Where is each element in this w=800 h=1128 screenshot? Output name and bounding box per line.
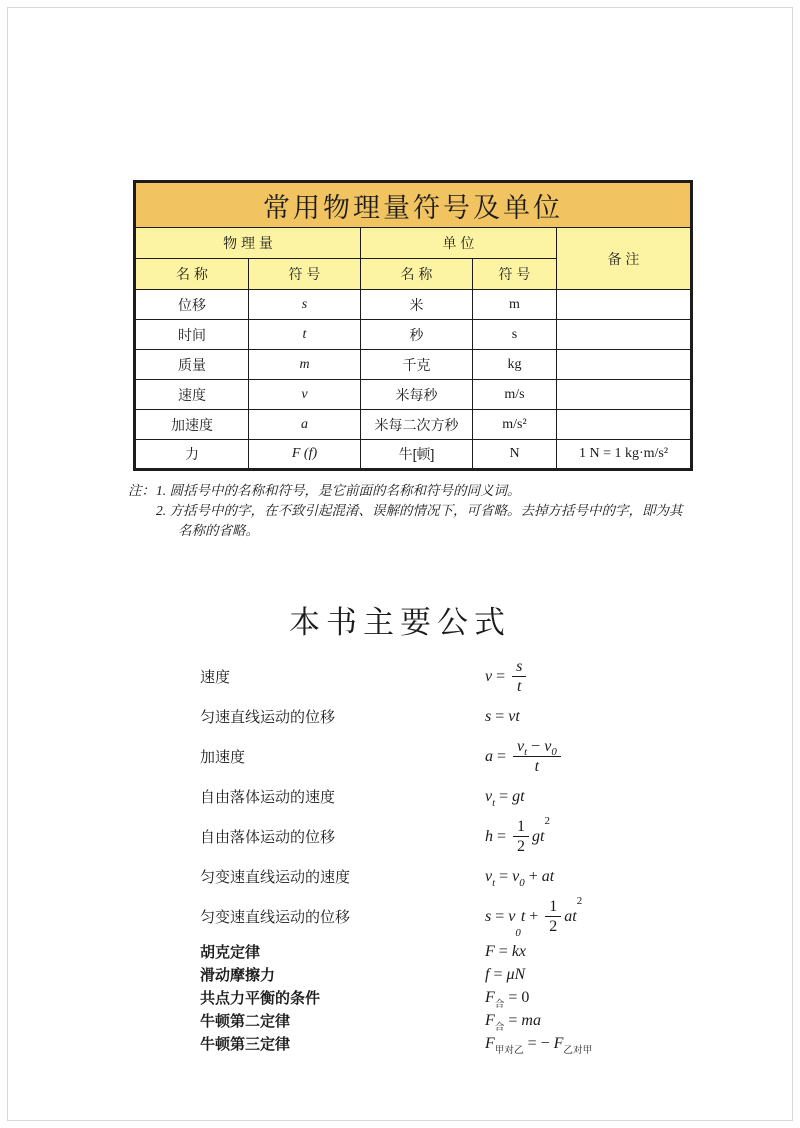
quantity-name-cell: 力 <box>135 440 249 470</box>
formula-equation: v t = v 0 + at <box>485 867 555 889</box>
unit-name-cell: 千克 <box>361 350 473 380</box>
formula-equation: F 合 = ma <box>485 1011 541 1033</box>
header-remark: 备 注 <box>557 228 692 290</box>
unit-symbol-cell: m/s <box>473 380 557 410</box>
unit-symbol-cell: N <box>473 440 557 470</box>
subheader-unit-name: 名 称 <box>361 259 473 290</box>
remark-cell <box>557 380 692 410</box>
table-row <box>135 440 692 470</box>
table-row <box>135 410 692 440</box>
quantity-symbol-cell: v <box>249 380 361 410</box>
formula-row <box>200 1009 690 1032</box>
formula-equation: f = μN <box>485 965 526 983</box>
formula-equation: h = $\frac{1}{2}$ gt 2 <box>485 814 550 855</box>
formula-label: 自由落体运动的速度 <box>200 789 336 806</box>
formula-row <box>200 813 690 860</box>
quantity-name-cell: 加速度 <box>135 410 249 440</box>
formula-label: 速度 <box>200 669 231 686</box>
remark-cell <box>557 320 692 350</box>
formula-label: 滑动摩擦力 <box>200 967 276 984</box>
formula-label: 牛顿第二定律 <box>200 1013 291 1030</box>
formula-row <box>200 963 690 986</box>
remark-cell: 1 N = 1 kg·m/s² <box>557 440 692 470</box>
unit-name-cell: 米每秒 <box>361 380 473 410</box>
subheader-quantity-name: 名 称 <box>135 259 249 290</box>
notes-prefix: 注： <box>128 483 155 498</box>
table-title: 常用物理量符号及单位 <box>135 182 692 228</box>
table-row <box>135 380 692 410</box>
formula-row <box>200 860 690 893</box>
header-unit: 单 位 <box>361 228 557 259</box>
quantity-name-cell: 速度 <box>135 380 249 410</box>
formula-equation: F 合 = 0 <box>485 988 530 1010</box>
formula-row <box>200 1032 690 1055</box>
formula-equation: s = v 0 t + $\frac{1}{2}$ at 2 <box>485 894 583 940</box>
formula-row <box>200 986 690 1009</box>
physical-quantities-table <box>133 180 693 471</box>
notes-list <box>156 481 694 541</box>
unit-name-cell: 米 <box>361 290 473 320</box>
table-row <box>135 290 692 320</box>
subheader-quantity-symbol: 符 号 <box>249 259 361 290</box>
quantity-symbol-cell: a <box>249 410 361 440</box>
formula-equation: v = $\frac{s}{t}$ <box>485 657 529 696</box>
formula-equation: v t = gt <box>485 787 525 809</box>
formula-row <box>200 893 690 940</box>
quantity-name-cell: 质量 <box>135 350 249 380</box>
formula-list <box>200 653 690 1055</box>
header-quantity: 物 理 量 <box>135 228 361 259</box>
formula-label: 自由落体运动的位移 <box>200 829 336 846</box>
formula-label: 匀变速直线运动的位移 <box>200 909 351 926</box>
formula-row <box>200 653 690 700</box>
note-item: 1. 圆括号中的名称和符号，是它前面的名称和符号的同义词。 <box>156 483 521 498</box>
unit-name-cell: 牛[顿] <box>361 440 473 470</box>
unit-symbol-cell: s <box>473 320 557 350</box>
unit-name-cell: 秒 <box>361 320 473 350</box>
formula-row <box>200 780 690 813</box>
quantity-symbol-cell: F (f) <box>249 440 361 470</box>
remark-cell <box>557 290 692 320</box>
formula-equation: a = v t − v 0 t <box>485 737 564 776</box>
quantity-name-cell: 位移 <box>135 290 249 320</box>
table-notes <box>128 481 694 541</box>
formula-label: 共点力平衡的条件 <box>200 990 321 1007</box>
formula-label: 牛顿第三定律 <box>200 1036 291 1053</box>
table-row <box>135 350 692 380</box>
formula-equation: s = vt <box>485 707 520 725</box>
formula-row <box>200 940 690 963</box>
formula-label: 匀变速直线运动的速度 <box>200 869 351 886</box>
remark-cell <box>557 410 692 440</box>
formula-row <box>200 733 690 780</box>
quantity-symbol-cell: m <box>249 350 361 380</box>
unit-symbol-cell: kg <box>473 350 557 380</box>
remark-cell <box>557 350 692 380</box>
formula-label: 胡克定律 <box>200 944 261 961</box>
formula-equation: F = kx <box>485 942 527 960</box>
note-item: 2. 方括号中的字，在不致引起混淆、误解的情况下，可省略。去掉方括号中的字，即为其名称的省略。 <box>156 503 683 538</box>
quantity-name-cell: 时间 <box>135 320 249 350</box>
unit-symbol-cell: m/s² <box>473 410 557 440</box>
unit-name-cell: 米每二次方秒 <box>361 410 473 440</box>
formula-equation: F 甲对乙 = − F 乙对甲 <box>485 1034 593 1056</box>
formula-label: 加速度 <box>200 749 246 766</box>
subheader-unit-symbol: 符 号 <box>473 259 557 290</box>
unit-symbol-cell: m <box>473 290 557 320</box>
table-row <box>135 320 692 350</box>
formula-label: 匀速直线运动的位移 <box>200 709 336 726</box>
quantity-symbol-cell: t <box>249 320 361 350</box>
quantity-symbol-cell: s <box>249 290 361 320</box>
formulas-section-title: 本书主要公式 <box>289 605 511 640</box>
formula-row <box>200 700 690 733</box>
